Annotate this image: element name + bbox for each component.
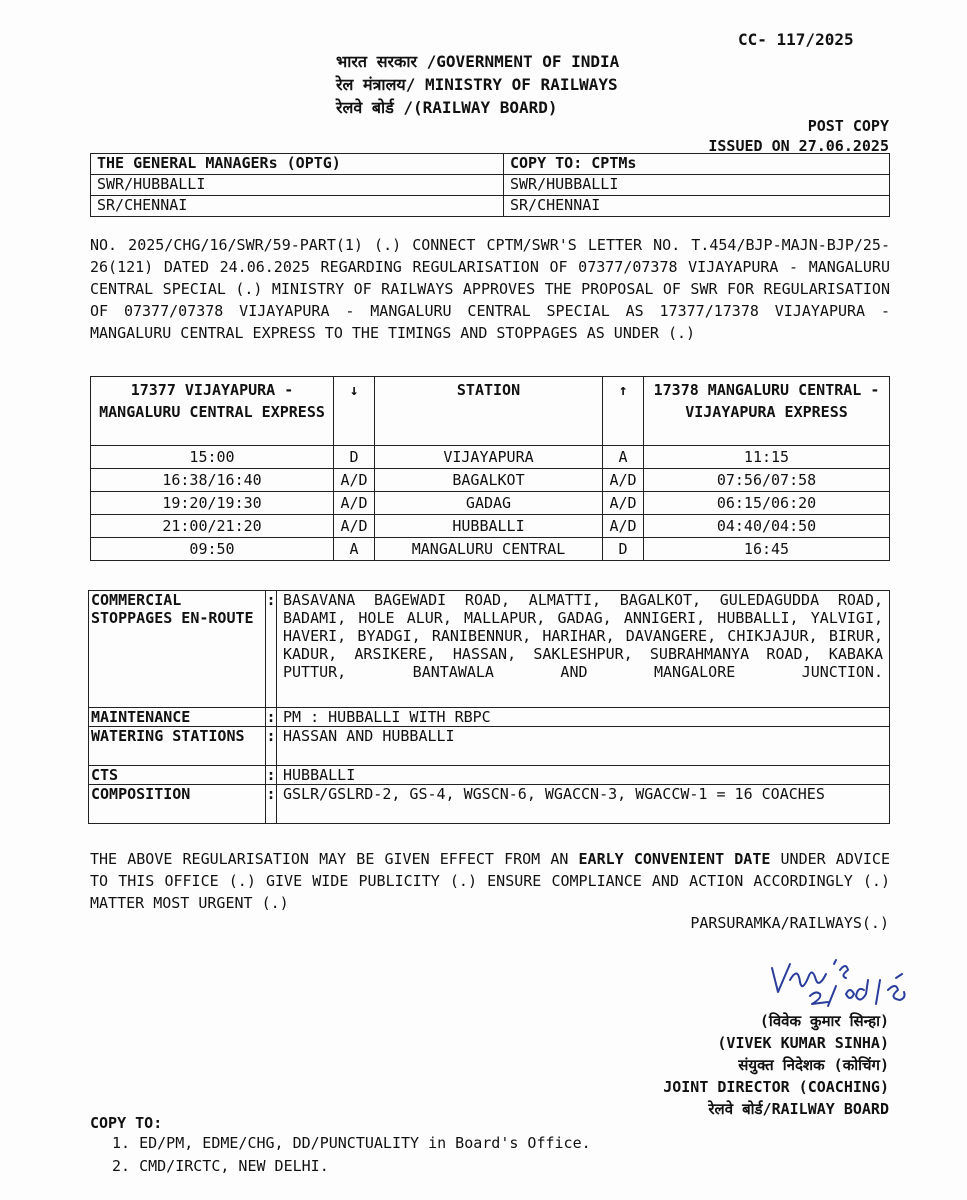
post-copy-label: POST COPY: [807, 117, 889, 135]
copy-sr: SR/CHENNAI: [504, 196, 890, 217]
copy-swr: SWR/HUBBALLI: [504, 175, 890, 196]
issued-date: ISSUED ON 27.06.2025: [708, 137, 889, 155]
closing-text-emphasis: EARLY CONVENIENT DATE: [578, 850, 771, 868]
maintenance-value: PM : HUBBALLI WITH RBPC: [277, 708, 890, 727]
copy-to-item: 2. CMD/IRCTC, NEW DELHI.: [112, 1157, 329, 1175]
signatory-name-hindi: (विवेक कुमार सिन्हा): [759, 1012, 889, 1030]
copy-to-title: COPY TO:: [90, 1114, 163, 1132]
to-swr: SWR/HUBBALLI: [91, 175, 504, 196]
up-time: 06:15/06:20: [644, 492, 890, 515]
train-details-table: [88, 590, 890, 824]
stoppages-value: BASAVANA BAGEWADI ROAD, ALMATTI, BAGALKOT, GULEDAGUDDA ROAD, BADAMI, HOLE ALUR, MALLAPUR, GADAG, ANNIGERI, HUBBALLI, YALVIGI, HAVERI, BYADGI, RANIBENNUR, HARIHAR, DAVANGERE, CHIKJAJUR, BIRUR, KADUR, ARSIKERE, HASSAN, SAKLESHPUR, SUBRAHMANYA ROAD, KABAKA PUTTUR, BANTAWALA AND MANGALORE JUNCTION.: [277, 591, 890, 708]
down-ad: A/D: [334, 492, 375, 515]
down-ad: A: [334, 538, 375, 561]
down-time: 09:50: [91, 538, 334, 561]
down-time: 16:38/16:40: [91, 469, 334, 492]
table-row: [91, 446, 890, 469]
header-government: भारत सरकार /GOVERNMENT OF INDIA: [336, 52, 620, 71]
up-time: 11:15: [644, 446, 890, 469]
post-copy-block: [708, 116, 889, 156]
timetable: [90, 376, 890, 561]
body-paragraph: NO. 2025/CHG/16/SWR/59-PART(1) (.) CONNECT CPTM/SWR'S LETTER NO. T.454/BJP-MAJN-BJP/25-26(121) DATED 24.06.2025 REGARDING REGULARISATION OF 07377/07378 VIJAYAPURA - MANGALURU CENTRAL SPECIAL (.) MINISTRY OF RAILWAYS APPROVES THE PROPOSAL OF SWR FOR REGULARISATION OF 07377/07378 VIJAYAPURA - MANGALURU CENTRAL SPECIAL AS 17377/17378 VIJAYAPURA - MANGALURU CENTRAL EXPRESS TO THE TIMINGS AND STOPPAGES AS UNDER (.): [90, 236, 890, 342]
watering-label: WATERING STATIONS: [89, 727, 266, 766]
to-heading: THE GENERAL MANAGERs (OPTG): [91, 154, 504, 175]
station-name: MANGALURU CENTRAL: [375, 538, 603, 561]
up-ad: A/D: [603, 492, 644, 515]
up-time: 04:40/04:50: [644, 515, 890, 538]
up-time: 07:56/07:58: [644, 469, 890, 492]
designation: JOINT DIRECTOR (COACHING): [663, 1078, 889, 1096]
colon: :: [266, 785, 277, 824]
down-time: 19:20/19:30: [91, 492, 334, 515]
table-row: [91, 538, 890, 561]
head-station: STATION: [375, 377, 603, 446]
signatory-name: (VIVEK KUMAR SINHA): [717, 1034, 889, 1052]
station-name: VIJAYAPURA: [375, 446, 603, 469]
down-time: 21:00/21:20: [91, 515, 334, 538]
down-ad: D: [334, 446, 375, 469]
table-row: [91, 469, 890, 492]
down-time: 15:00: [91, 446, 334, 469]
head-down-train: 17377 VIJAYAPURA - MANGALURU CENTRAL EXPRESS: [91, 377, 334, 446]
telegraphic-address: PARSURAMKA/RAILWAYS(.): [690, 914, 889, 932]
cts-value: HUBBALLI: [277, 766, 890, 785]
colon: :: [266, 591, 277, 708]
address-table: [90, 153, 890, 217]
header-ministry: रेल मंत्रालय/ MINISTRY OF RAILWAYS: [336, 75, 618, 94]
table-row: [91, 492, 890, 515]
stoppages-label: COMMERCIAL STOPPAGES EN-ROUTE: [89, 591, 266, 708]
down-ad: A/D: [334, 469, 375, 492]
copy-heading: COPY TO: CPTMs: [504, 154, 890, 175]
colon: :: [266, 727, 277, 766]
office-name: रेलवे बोर्ड/RAILWAY BOARD: [708, 1100, 889, 1118]
up-time: 16:45: [644, 538, 890, 561]
header-board: रेलवे बोर्ड /(RAILWAY BOARD): [336, 98, 558, 117]
up-ad: A/D: [603, 515, 644, 538]
station-name: BAGALKOT: [375, 469, 603, 492]
station-name: GADAG: [375, 492, 603, 515]
cts-label: CTS: [89, 766, 266, 785]
copy-to-item: 1. ED/PM, EDME/CHG, DD/PUNCTUALITY in Board's Office.: [112, 1134, 591, 1152]
to-sr: SR/CHENNAI: [91, 196, 504, 217]
down-ad: A/D: [334, 515, 375, 538]
handwritten-signature: [760, 950, 920, 1010]
colon: :: [266, 766, 276, 784]
reference-number: CC- 117/2025: [738, 30, 854, 49]
up-ad: D: [603, 538, 644, 561]
designation-hindi: संयुक्त निदेशक (कोचिंग): [738, 1056, 889, 1074]
head-up-train: 17378 MANGALURU CENTRAL - VIJAYAPURA EXPRESS: [644, 377, 890, 446]
table-row: [91, 515, 890, 538]
arrow-up-icon: ↑: [603, 377, 644, 446]
closing-text-pre: THE ABOVE REGULARISATION MAY BE GIVEN EFFECT FROM AN: [90, 850, 579, 868]
maintenance-label: MAINTENANCE: [89, 708, 266, 727]
station-name: HUBBALLI: [375, 515, 603, 538]
signature-block: [663, 1010, 889, 1120]
closing-paragraph: [90, 848, 890, 914]
closing-text-post: UNDER ADVICE TO THIS OFFICE (.) GIVE WIDE PUBLICITY (.) ENSURE COMPLIANCE AND ACTION ACCORDINGLY (.) MATTER MOST URGENT (.): [90, 850, 890, 912]
composition-value: GSLR/GSLRD-2, GS-4, WGSCN-6, WGACCN-3, WGACCW-1 = 16 COACHES: [277, 785, 890, 824]
up-ad: A/D: [603, 469, 644, 492]
arrow-down-icon: ↓: [334, 377, 375, 446]
up-ad: A: [603, 446, 644, 469]
watering-value: HASSAN AND HUBBALLI: [277, 727, 890, 766]
colon: :: [266, 708, 276, 726]
composition-label: COMPOSITION: [89, 785, 266, 824]
